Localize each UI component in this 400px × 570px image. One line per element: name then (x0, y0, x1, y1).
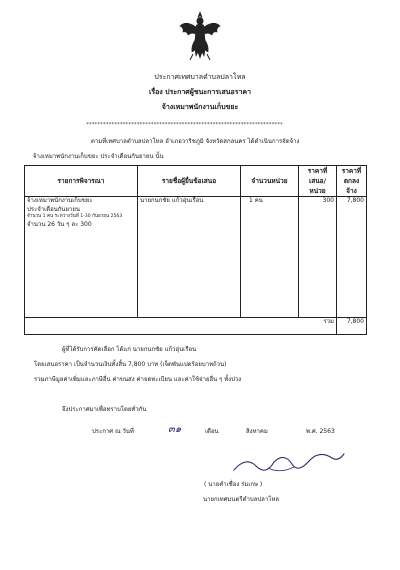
signature-mark (228, 448, 348, 478)
document-title: จ้างเหมาพนักงานเก็บขยะ (161, 103, 239, 111)
award-line-2: โดยเสนอราคา เป็นจำนวนเงินทั้งสิ้น 7,800 บาท (เจ็ดพันแปดร้อยบาทถ้วน) (34, 361, 227, 368)
header-quantity: จำนวนหน่วย (241, 166, 299, 197)
notice-text: จึงประกาศมาเพื่อทราบโดยทั่วกัน (62, 406, 147, 413)
contract-price-cell: 7,800 (337, 197, 367, 318)
header-contract-price: ราคาที่ตกลงจ้าง (337, 166, 367, 197)
item-line-3: จำนวน 1 คน ระหว่างวันที่ 1-30 กันยายน 2563 (27, 214, 123, 220)
item-line-4: จำนวน 26 วัน ๆ ละ 300 (27, 221, 92, 229)
header-vendor: รายชื่อผู้ยื่นข้อเสนอ (138, 166, 241, 197)
office-heading: ประกาศเทศบาลตำบลปลาโหล (154, 73, 246, 81)
unit-price-cell: 300 (299, 197, 337, 318)
item-cell (25, 197, 138, 318)
table-header-row (25, 166, 367, 197)
item-line-2: ประจำเดือนกันยายน (27, 205, 81, 213)
signer-name: ( นายคำเชื่อง ร่มเกษ ) (204, 481, 263, 488)
total-label: รวม (25, 318, 337, 335)
vendor-cell: นายกนกชัย แก้วอุ่นเรือน (138, 197, 241, 318)
quantity-cell: 1 คน (241, 197, 299, 318)
total-value: 7,800 (337, 318, 367, 335)
award-line-3: รวมภาษีมูลค่าเพิ่มและภาษีอื่น ค่าขนส่ง ค่าจดทะเบียน และค่าใช้จ่ายอื่น ๆ ทั้งปวง (34, 376, 242, 383)
table-row (25, 197, 367, 318)
intro-line-2: จ้างเหมาพนักงานเก็บขยะ ประจำเดือนกันยายน นั้น (33, 153, 164, 160)
table-total-row (25, 318, 367, 335)
date-year: พ.ศ. 2563 (306, 428, 335, 435)
header-item: รายการพิจารณา (25, 166, 138, 197)
award-line-1: ผู้ที่ได้รับการคัดเลือก ได้แก่ นายกนกชัย แก้วอุ่นเรือน (62, 346, 197, 353)
date-prefix: ประกาศ ณ วันที่ (92, 428, 134, 435)
separator-line: ********************************************************************** (86, 122, 283, 128)
award-table (24, 165, 367, 335)
date-day: ๓๑ (168, 424, 182, 435)
intro-line-1: ตามที่เทศบาลตำบลปลาโหล อำเภอวาริชภูมิ จังหวัดสกลนคร ได้ดำเนินการจัดจ้าง (91, 138, 300, 145)
date-month: สิงหาคม (246, 428, 268, 435)
date-month-label: เดือน (205, 428, 219, 435)
garuda-emblem-icon (178, 10, 222, 62)
subject-heading: เรื่อง ประกาศผู้ชนะการเสนอราคา (148, 88, 252, 96)
header-unit-price: ราคาที่เสนอ/หน่วย (299, 166, 337, 197)
item-line-1: จ้างเหมาพนักงานเก็บขยะ (27, 197, 93, 204)
signer-position: นายกเทศมนตรีตำบลปลาโหล (203, 496, 280, 503)
